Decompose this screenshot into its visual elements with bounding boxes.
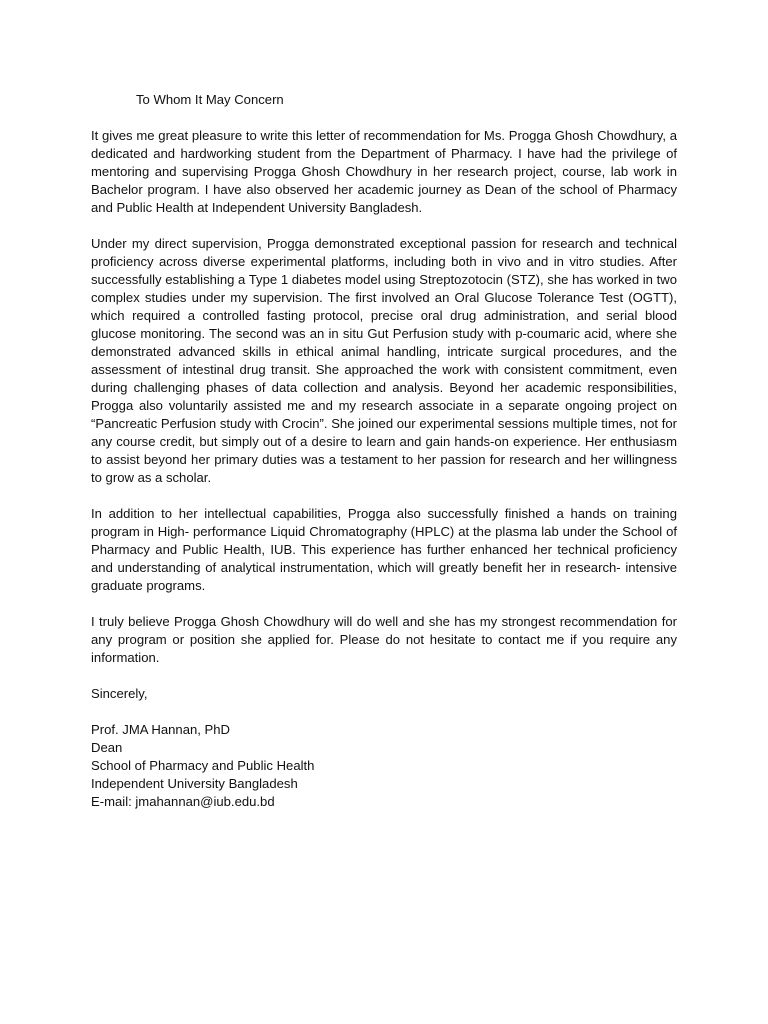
letter-page (91, 91, 677, 811)
paragraph-hplc-training: In addition to her intellectual capabilities, Progga also successfully finished a hands on training program in High- performance Liquid Chromatography (HPLC) at the plasma lab under the School of Pharmacy and Public Health, IUB. This experience has further enhanced her technical proficiency and understanding of analytical instrumentation, which will greatly benefit her in research- intensive graduate programs. (91, 506, 677, 593)
paragraph-research-supervision: Under my direct supervision, Progga demonstrated exceptional passion for research and technical proficiency across diverse experimental platforms, including both in vivo and in vitro studies. After successfully establishing a Type 1 diabetes model using Streptozotocin (STZ), she has worked in two complex studies under my supervision. The first involved an Oral Glucose Tolerance Test (OGTT), which required a controlled fasting protocol, precise oral drug administration, and serial blood glucose monitoring. The second was an in situ Gut Perfusion study with p-coumaric acid, where she demonstrated advanced skills in ethical animal handling, intricate surgical procedures, and the assessment of intestinal drug transit. She approached the work with consistent commitment, even during challenging phases of data collection and analysis. Beyond her academic responsibilities, Progga also voluntarily assisted me and my research associate in a separate ongoing project on “Pancreatic Perfusion study with Crocin”. She joined our experimental sessions multiple times, not for any course credit, but simply out of a desire to learn and gain hands-on experience. Her enthusiasm to assist beyond her primary duties was a testament to her passion for research and her willingness to grow as a scholar. (91, 236, 677, 485)
signatory-institution: Independent University Bangladesh (91, 776, 298, 791)
paragraph-introduction: It gives me great pleasure to write this letter of recommendation for Ms. Progga Ghosh Chowdhury, a dedicated and hardworking student from the Department of Pharmacy. I have had the privilege of mentoring and supervising Progga Ghosh Chowdhury in her research project, course, lab work in Bachelor program. I have also observed her academic journey as Dean of the school of Pharmacy and Public Health at Independent University Bangladesh. (91, 128, 677, 215)
signatory-email: E-mail: jmahannan@iub.edu.bd (91, 794, 275, 809)
closing: Sincerely, (91, 686, 148, 701)
signatory-name: Prof. JMA Hannan, PhD (91, 722, 231, 737)
signature-block (91, 721, 677, 811)
paragraph-recommendation: I truly believe Progga Ghosh Chowdhury will do well and she has my strongest recommendation for any program or position she applied for. Please do not hesitate to contact me if you require any information. (91, 614, 677, 665)
salutation: To Whom It May Concern (136, 92, 284, 107)
signatory-title: Dean (91, 740, 123, 755)
signatory-department: School of Pharmacy and Public Health (91, 758, 315, 773)
